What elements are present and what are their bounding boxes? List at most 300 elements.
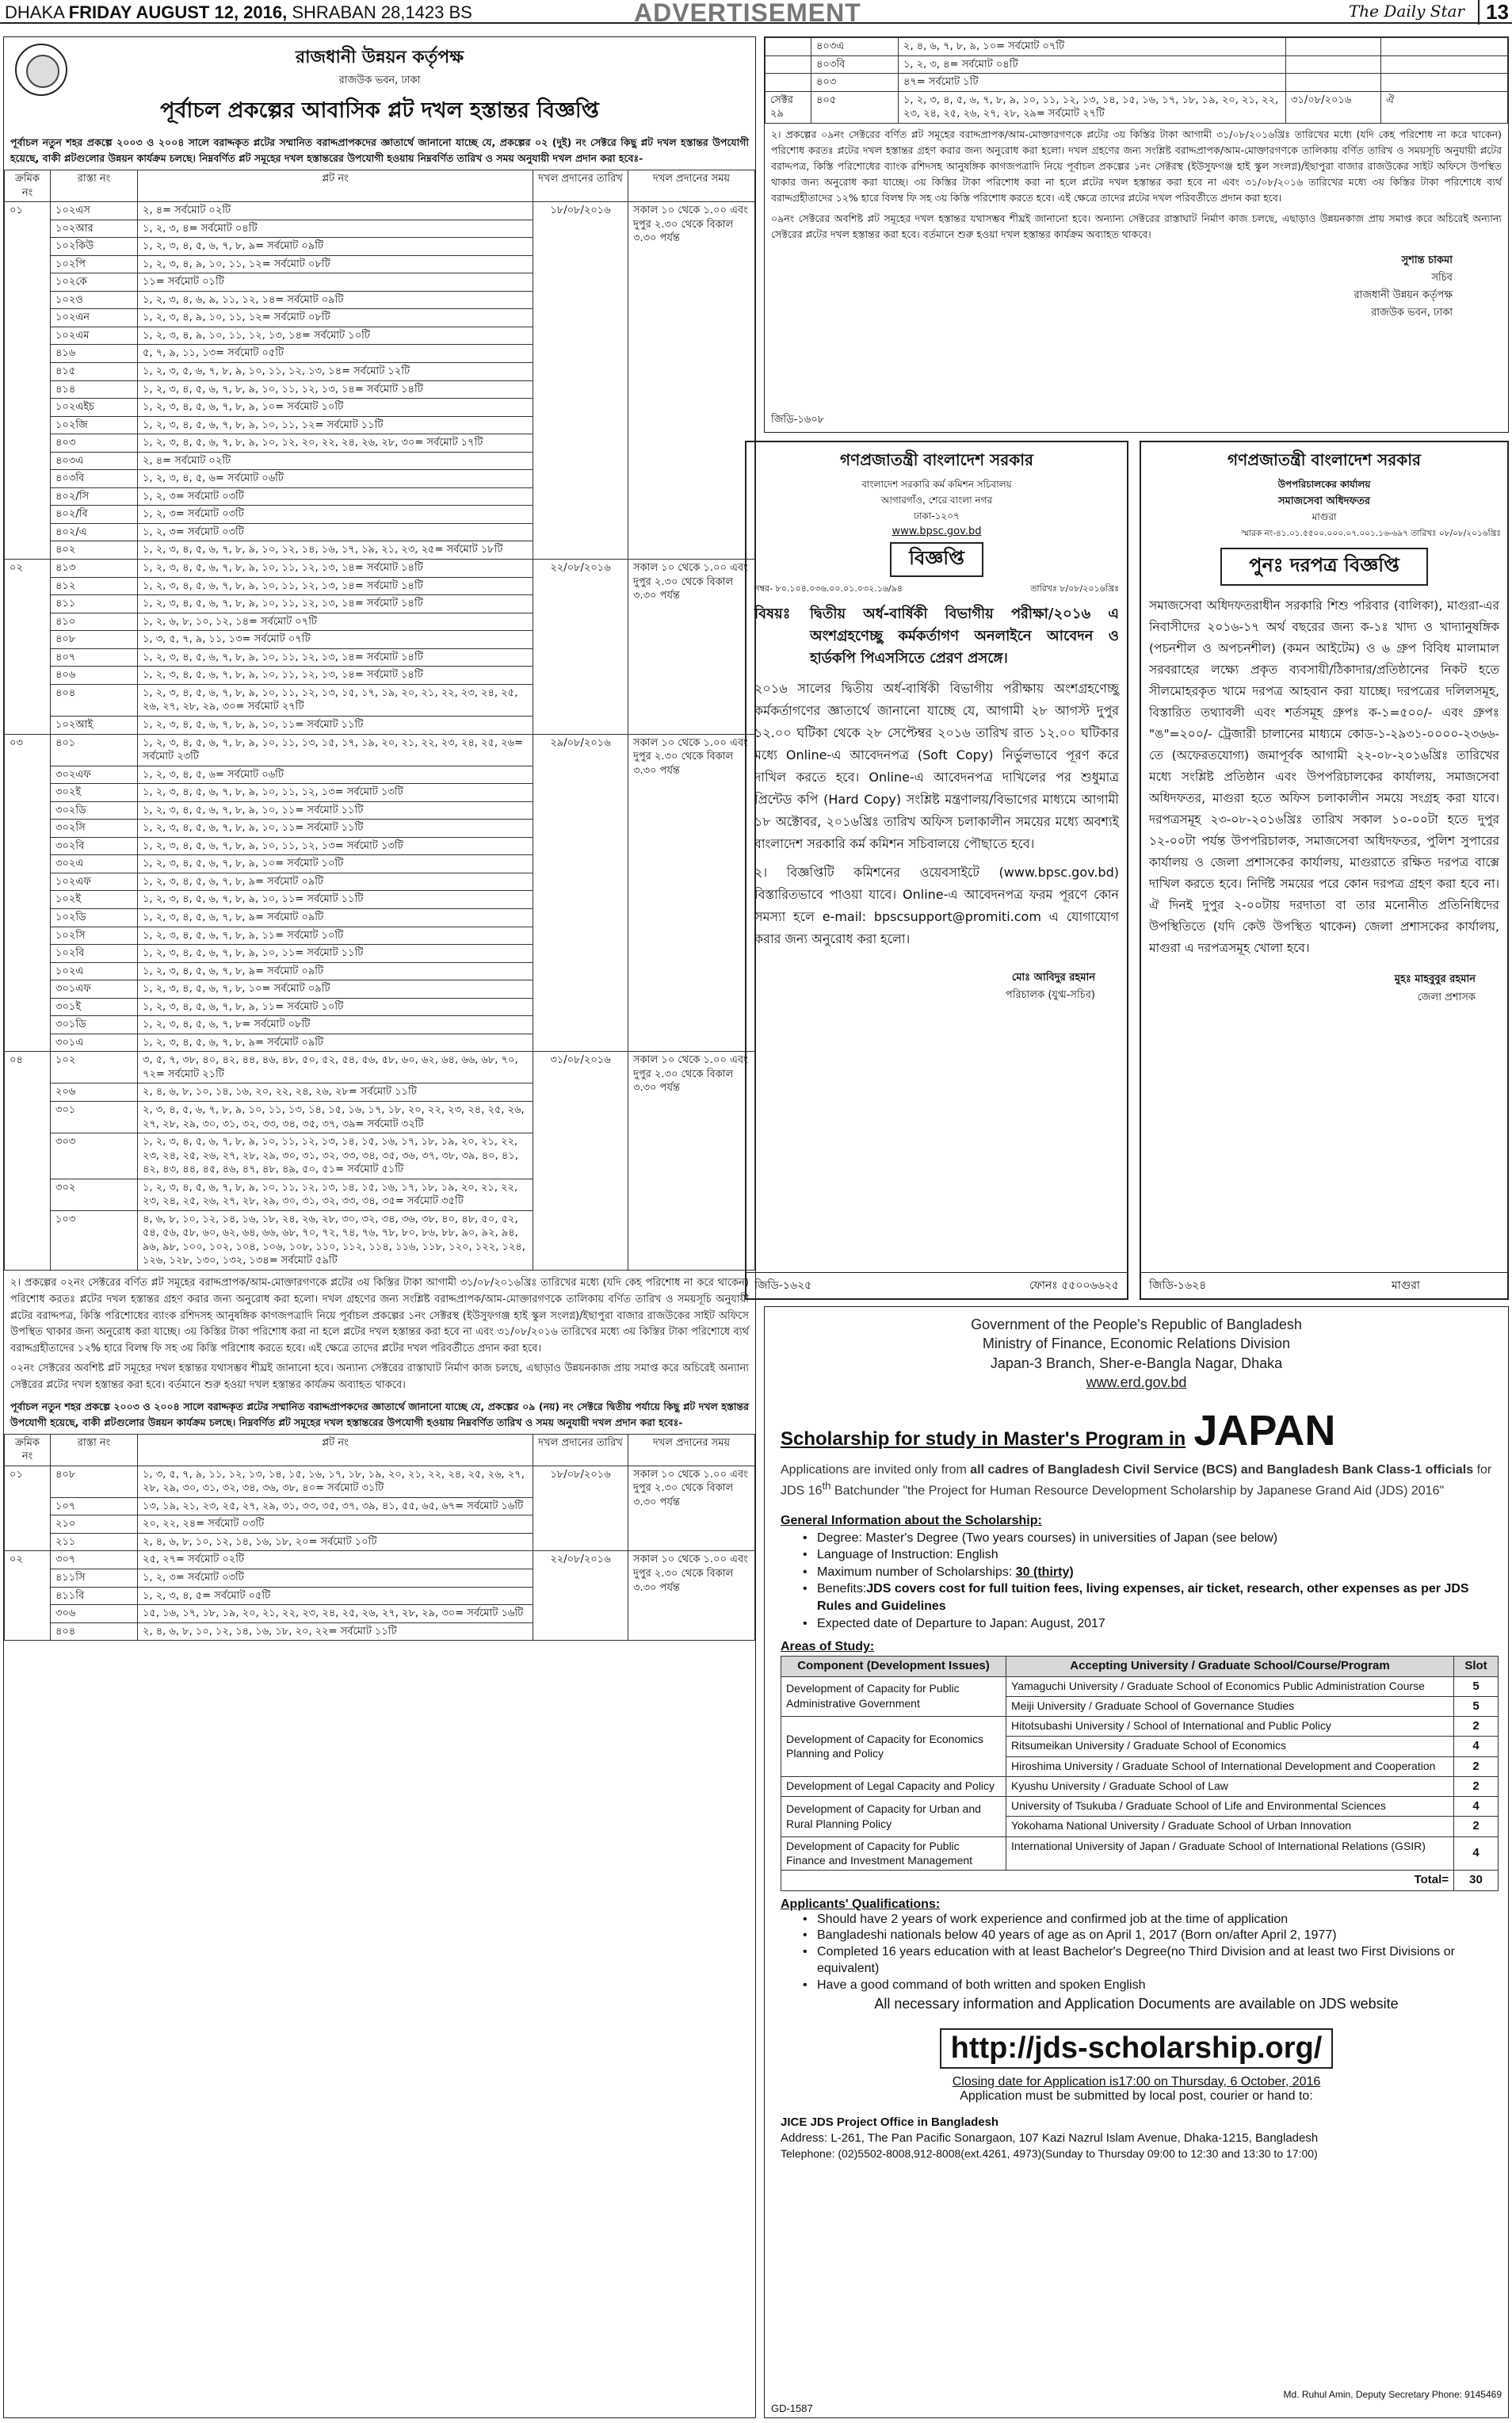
- newspaper-brand: The Daily Star: [1348, 2, 1464, 21]
- plots-cell: ১, ২, ৩, ৪, ৫, ৬, ৭, ৮, ৯, ১০, ১১, ১২, ১৩, ১৫, ১৭, ১৯, ২০, ২১, ২২, ২৩, ২৪, ২৫, ২৬, ২৭, ২৮, ২৯, ৩০= সর্বমোট ২৭টি: [138, 684, 533, 716]
- table-row: [781, 1836, 1499, 1871]
- date-cell: ২৯/০৮/২০১৬: [533, 734, 628, 1052]
- bpsc-phone: ফোনঃ ৫৫০০৬৬২৫: [1029, 1279, 1119, 1292]
- slot-cell: 5: [1454, 1696, 1499, 1716]
- road-cell: ৪০২/সি: [51, 487, 138, 506]
- jds-areas-table: [781, 1656, 1499, 1890]
- plots-cell: ২৫, ২৭= সর্বমোট ০২টি: [138, 1551, 533, 1569]
- road-cell: ১০২কিউ: [51, 238, 138, 256]
- road-cell: ৩০৩: [51, 1133, 138, 1179]
- jds-office-name: JICE JDS Project Office in Bangladesh: [781, 2115, 999, 2129]
- plots-cell: ৪৭= সর্বমোট ১টি: [899, 74, 1286, 92]
- road-cell: ৪০২/এ: [51, 523, 138, 541]
- road-cell: ৪১০: [51, 613, 138, 631]
- date-cell: ২২/০৮/২০১৬: [533, 560, 628, 734]
- list-item: • Expected date of Departure to Japan: August, 2017: [800, 1615, 1492, 1633]
- jds-submit-note: Application must be submitted by local post, courier or hand to:: [960, 2089, 1313, 2103]
- list-item: • Completed 16 years education with at least Bachelor's Degree(no Third Division and at least two First Divisions or equivalent): [800, 1944, 1484, 1978]
- plots-cell: ১, ২, ৩, ৪, ৫, ৬, ৭, ৮, ৯, ১০, ১১= সর্বমোট ১১টি: [138, 801, 533, 820]
- rajuk-signer-org: রাজধানী উন্নয়ন কর্তৃপক্ষ: [1354, 289, 1453, 301]
- road-cell: ৪০৪: [51, 1622, 138, 1641]
- plots-cell: ২, ৪, ৬, ৭, ৮, ৯, ১০= সর্বমোট ০৭টি: [899, 38, 1286, 56]
- road-cell: ৪০৩এ: [51, 452, 138, 470]
- jds-signer: Md. Ruhul Amin, Deputy Secretary Phone: 9145469: [1283, 2389, 1502, 2400]
- col-date: দখল প্রদানের তারিখ: [533, 170, 628, 202]
- road-cell: ১০২জি: [51, 416, 138, 434]
- jds-advertisement: [764, 1306, 1509, 2418]
- erd-line-2: Ministry of Finance, Economic Relations Division: [982, 1336, 1291, 1352]
- slot-cell: 2: [1454, 1817, 1499, 1836]
- magura-office: উপপরিচালকের কার্যালয়: [1277, 479, 1371, 490]
- col-plot: প্লট নং: [138, 170, 533, 202]
- time-cell: [1381, 38, 1508, 56]
- date-cell: ৩১/০৮/২০১৬: [1286, 91, 1381, 123]
- plots-cell: ১, ২, ৩, ৪, ৫, ৬, ৭, ৮, ৯, ১০, ১১= সর্বমোট ১১টি: [138, 820, 533, 838]
- col-plot-2: প্লট নং: [138, 1434, 533, 1466]
- road-cell: ৩০১ই: [51, 998, 138, 1016]
- plots-cell: ১৫, ১৬, ১৭, ১৮, ১৯, ২০, ২১, ২২, ২৩, ২৪, ২৫, ২৬, ২৭, ২৮, ২৯, ৩০= সর্বমোট ১৬টি: [138, 1605, 533, 1623]
- plots-cell: ১, ২, ৩, ৪, ৫= সর্বমোট ০৫টি: [138, 1587, 533, 1605]
- plots-cell: ১, ২, ৩, ৪, ৫, ৬, ৭, ৮, ৯, ১০, ১১, ১২, ১৩= সর্বমোট ১৩টি: [138, 837, 533, 855]
- jds-qual-heading: Applicants' Qualifications:: [781, 1897, 941, 1911]
- plots-cell: ১, ২, ৩, ৪, ৫, ৬, ৭, ৮, ৯, ১০, ১১, ১২, ১৩, ১৪= সর্বমোট ১৪টি: [138, 560, 533, 578]
- section-label: ADVERTISEMENT: [634, 0, 861, 27]
- rajuk-cont-note: ২। প্রকল্পের ০৯নং সেক্টরের বর্ণিত প্লট সমূহের বরাদ্দপ্রাপক/আম-মোক্তারগণকে প্লটের ৩য় কিস্তির টাকা আগামী ৩১/০৮/২০১৬খ্রিঃ তারিখের মধ্যে (যদি কেহ পরিশোধ না করে থাকেন) পরিশোধ করতঃ প্লটের দখল হস্তান্তর গ্রহণ করার জন্য অনুরোধ করা হলো। দখল গ্রহণের জন্য সংশ্লিষ্ট বরাদ্দপ্রাপক/আম-মোক্তারগণকে তালিকায় বর্ণিত তারিখ ও সময়সূচি অনুযায়ী প্লটের বরাদ্দপত্র, কিস্তি পরিশোধের ব্যাংক রশিদসহ আনুষঙ্গিক কাগজপত্রাদি নিয়ে পূর্বাচল প্রকল্পের ১নং সেক্টরস্থ (ইউসুফগঞ্জ হাই স্কুল সংলগ্ন)/ইছাপুরা বাজার রাজউকের সাইট অফিসে উপস্থিত থাকার জন্য অনুরোধ করা যাচ্ছে। ৩য় কিস্তির টাকা পরিশোধ করা না হলে প্লটের দখল হস্তান্তর করা হবে না এবং ৩১/০৮/২০১৬ তারিখের মধ্যে ৩য় কিস্তির টাকা পরিশোধে ব্যর্থ বরাদ্দগ্রহীতাদের ১২% হারে বিলম্ব ফি সহ ৩য় কিস্তি পরিশোধ করতে হবে। এই ক্ষেত্রে তাদের প্লটের দখল পরিবর্তীতে প্রদান করা হবে।: [771, 128, 1502, 204]
- table-row: [766, 55, 1508, 74]
- plots-cell: ২০, ২২, ২৪= সর্বমোট ০৩টি: [138, 1515, 533, 1534]
- plots-cell: ১, ২, ৩= সর্বমোট ০৩টি: [138, 506, 533, 524]
- plots-cell: ১, ২, ৩, ৪, ৫, ৬, ৭, ৮, ৯, ১০, ১১, ১২, ১৩, ১৪, ১৫, ১৬, ১৭, ১৮, ১৯, ২০, ২১, ২২, ২৩, ২৪, ২৫, ২৬, ২৭, ২৮, ২৯, ৩০, ৩১, ৩২, ৩৩, ৩৪, ৩৫= সর্বমোট ৩৫টি: [138, 1179, 533, 1210]
- university-cell: Hiroshima University / Graduate School of International Development and Cooperation: [1006, 1756, 1454, 1776]
- slot-cell: 2: [1454, 1756, 1499, 1776]
- road-cell: ৪১৪: [51, 380, 138, 399]
- university-cell: Yamaguchi University / Graduate School of Economics Public Administration Course: [1006, 1676, 1454, 1696]
- plots-cell: ১, ২, ৩, ৪, ৫, ৬, ৭, ৮, ৯, ১০, ১১, ১২, ১৩, ১৪= সর্বমোট ১৪টি: [138, 577, 533, 595]
- plots-cell: ১, ২, ৩, ৪, ৫, ৬, ৭, ৮, ৯, ১১= সর্বমোট ১০টি: [138, 927, 533, 945]
- magura-memo: স্মারক নং-৪১.০১.৫৫০০.০০০.০৭.০০১.১৬-৬৯৭ তারিখঃ ০৮/০৮/২০১৬খ্রিঃ: [1241, 529, 1501, 538]
- road-cell: ৪০১: [51, 734, 138, 766]
- road-cell: ৪০৮: [51, 1466, 138, 1497]
- road-cell: ৪০৮: [51, 631, 138, 649]
- bpsc-advertisement: [745, 441, 1128, 1300]
- serial-cell: ০১: [5, 202, 51, 560]
- plots-cell: ২, ৪= সর্বমোট ০২টি: [138, 452, 533, 470]
- plots-cell: ৪, ৬, ৮, ১০, ১২, ১৪, ১৬, ১৮, ২৪, ২৬, ২৮, ৩০, ৩২, ৩৪, ৩৬, ৩৮, ৪০, ৪৮, ৫০, ৫২, ৫৪, ৫৬, ৫৮, ৬০, ৬২, ৬৪, ৬৬, ৬৮, ৭০, ৭২, ৭৪, ৭৬, ৭৮, ৮০, ৮৬, ৮৮, ৯০, ৯২, ৯৪, ৯৬, ৯৮, ১০০, ১০২, ১০৪, ১০৬, ১০৮, ১১০, ১১২, ১১৪, ১১৬, ১১৮, ১২০, ১২২, ১২৪, ১২৬, ১২৮, ১৩০, ১৩২, ১৩৪= সর্বমোট ৫৯টি: [138, 1210, 533, 1270]
- component-cell: Development of Capacity for Economics Planning and Policy: [781, 1717, 1006, 1777]
- magura-city: মাগুরা: [1312, 511, 1337, 522]
- plots-cell: ১, ২, ৩, ৪, ৬, ৯, ১১, ১২, ১৪= সর্বমোট ০৯টি: [138, 291, 533, 309]
- plots-cell: ১, ২, ৩, ৪, ৫, ৬, ৭, ৮, ৯, ১০, ১১, ১২, ১৩, ১৪= সর্বমোট ১৪টি: [138, 595, 533, 613]
- list-item: • Maximum number of Scholarships: 30 (thirty): [800, 1564, 1492, 1581]
- rajuk-plot-table: [4, 170, 755, 1271]
- road-cell: ৩০২সি: [51, 820, 138, 838]
- plots-cell: ১, ২, ৩, ৪, ৫, ৬, ৭, ৮, ৯, ১০, ১১= সর্বমোট ১১টি: [138, 716, 533, 734]
- road-cell: ৪১৬: [51, 345, 138, 363]
- road-cell: ৪১৫: [51, 363, 138, 381]
- plots-cell: ১, ২, ৩= সর্বমোট ০৩টি: [138, 1569, 533, 1587]
- magura-gov: গণপ্রজাতন্ত্রী বাংলাদেশ সরকার: [1228, 450, 1421, 469]
- slot-cell: 4: [1454, 1797, 1499, 1817]
- plots-cell: ১, ২, ৩, ৪, ৫, ৬, ৭, ৮, ৯= সর্বমোট ০৯টি: [138, 962, 533, 980]
- slot-cell: 2: [1454, 1776, 1499, 1796]
- table-row: [766, 91, 1508, 123]
- plots-cell: ১, ২, ৩, ৪= সর্বমোট ০৪টি: [138, 220, 533, 238]
- time-cell: ঐ: [1381, 91, 1508, 123]
- road-cell: ১০৭: [51, 1497, 138, 1515]
- road-cell: ৪১১বি: [51, 1587, 138, 1605]
- plots-cell: ১, ২, ৩, ৪, ৫, ৬, ৭, ৮, ৯, ১০, ১১= সর্বমোট ১১টি: [138, 945, 533, 963]
- road-cell: ৩০২এ: [51, 855, 138, 873]
- road-cell: ৩০৭: [51, 1551, 138, 1569]
- plots-cell: ৫, ৭, ৯, ১১, ১৩= সর্বমোট ০৫টি: [138, 345, 533, 363]
- road-cell: ১০২ই: [51, 891, 138, 909]
- rajuk-note-2: ২। প্রকল্পের ০২নং সেক্টরের বর্ণিত প্লট সমূহের বরাদ্দপ্রাপক/আম-মোক্তারগণকে প্লটের ৩য় কিস্তির টাকা আগামী ৩১/০৮/২০১৬খ্রিঃ তারিখের মধ্যে (যদি কেহ পরিশোধ না করে থাকেন) পরিশোধ করতঃ প্লটের দখল হস্তান্তর গ্রহণ করার জন্য অনুরোধ করা হলো। দখল গ্রহণের জন্য সংশ্লিষ্ট বরাদ্দপ্রাপক/আম-মোক্তারগণকে তালিকায় বর্ণিত তারিখ ও সময়সূচি অনুযায়ী প্লটের বরাদ্দপত্র, কিস্তি পরিশোধের ব্যাংক রশিদসহ আনুষঙ্গিক কাগজপত্রাদি নিয়ে পূর্বাচল প্রকল্পের ১নং সেক্টরস্থ (ইউসুফগঞ্জ হাই স্কুল সংলগ্ন)/ইছাপুরা বাজার রাজউকের সাইট অফিসে উপস্থিত থাকার জন্য অনুরোধ করা যাচ্ছে। ৩য় কিস্তির টাকা পরিশোধ করা না হলে প্লটের দখল হস্তান্তর করা হবে না এবং ৩১/০৮/২০১৬ তারিখের মধ্যে ৩য় কিস্তির টাকা পরিশোধে ব্যর্থ বরাদ্দগ্রহীতাদের ১২% হারে বিলম্ব ফি সহ ৩য় কিস্তি পরিশোধ করতে হবে। এই ক্ষেত্রে তাদের প্লটের দখল পরিবর্তীতে প্রদান করা হবে।: [10, 1277, 749, 1355]
- plots-cell: ১, ২, ৩, ৪, ৫, ৬= সর্বমোট ০৬টি: [138, 470, 533, 488]
- dateline: DHAKA FRIDAY AUGUST 12, 2016, SHRABAN 28,1423 BS: [5, 2, 472, 22]
- jds-code: GD-1587: [771, 2402, 813, 2414]
- col-time: দখল প্রদানের সময়: [628, 170, 755, 202]
- list-item: • Benefits:JDS covers cost for full tuition fees, living expenses, air ticket, research, other expenses as per JDS Rules and Guidelines: [800, 1580, 1492, 1615]
- plots-cell: ১, ২, ৩, ৪, ৫, ৬, ৭, ৮, ৯, ১০, ১১, ১২, ১৩, ১৪, ১৫, ১৬, ১৭, ১৮, ১৯, ২০, ২১, ২২, ২৩, ২৪, ২৫, ২৬, ২৭, ২৮, ২৯, ৩০, ৩১, ৩২, ৩৩, ৩৪, ৩৫, ৩৬, ৩৭, ৩৮, ৩৯, ৪০, ৪১, ৪২, ৪৩, ৪৪, ৪৫, ৪৬, ৪৭, ৪৮, ৪৯, ৫০, ৫১= সর্বমোট ৫১টি: [138, 1133, 533, 1179]
- plots-cell: ১, ২, ৩, ৪, ৫, ৬, ৭, ৮, ৯, ১০= সর্বমোট ১০টি: [138, 399, 533, 417]
- rajuk-plot-table-2: [4, 1434, 755, 1641]
- plots-cell: ১, ২, ৩, ৪, ৫, ৬, ৭, ৮, ৯, ১০, ১১, ১২, ১৩, ১৪= সর্বমোট ১৪টি: [138, 380, 533, 399]
- magura-title: পুনঃ দরপত্র বিজ্ঞপ্তি: [1220, 548, 1428, 586]
- table-row: [5, 734, 755, 766]
- date-cell: [1286, 55, 1381, 74]
- col-slot: Slot: [1454, 1657, 1499, 1676]
- jds-intro: Applications are invited only from all cadres of Bangladesh Civil Service (BCS) and Bangladesh Bank Class-1 officials for JDS 16th Batchunder "the Project for Human Resource Development Scholarship by Japanese Grand Aid (JDS) 2016": [781, 1463, 1492, 1498]
- bpsc-date: তারিখঃ ৮/০৮/২০১৬খ্রিঃ: [1030, 583, 1119, 594]
- rajuk-org: রাজধানী উন্নয়ন কর্তৃপক্ষ: [295, 48, 464, 67]
- rajuk-seal-icon: [15, 44, 67, 96]
- road-cell: ৩০১এফ: [51, 980, 138, 999]
- road-cell: ৩০২এফ: [51, 766, 138, 784]
- jds-areas-heading: Areas of Study:: [781, 1640, 875, 1654]
- road-cell: ২১১: [51, 1533, 138, 1551]
- university-cell: University of Tsukuba / Graduate School of Life and Environmental Sciences: [1006, 1797, 1454, 1817]
- magura-signer-title: জেলা প্রশাসক: [1417, 991, 1476, 1003]
- rajuk-signer-addr: রাজউক ভবন, ঢাকা: [1371, 307, 1453, 319]
- rajuk-cont-note-2: ০৯নং সেক্টরের অবশিষ্ট প্লট সমূহের দখল হস্তান্তর যথাসম্ভব শীঘ্রই জানানো হবে। অন্যান্য সেক্টরের রাস্তাঘাট নির্মাণ কাজ চলছে, এছাড়াও উন্নয়নকাজ প্রায় সমাপ্ত করে অচিরেই অন্যান্য সেক্টরের প্লটের দখল হস্তান্তর করা হবে। বর্তমানে শুরু হওয়া দখল হস্তান্তর কার্যক্রম অব্যাহত থাকবে।: [771, 212, 1502, 240]
- jds-qual-list: [765, 1912, 1508, 1994]
- date-cell: [1286, 38, 1381, 56]
- university-cell: Kyushu University / Graduate School of Law: [1006, 1776, 1454, 1796]
- plots-cell: ১, ২, ৩, ৪, ৫, ৬, ৭, ৮, ৯, ১০, ১২, ১৪, ১৬, ১৭, ১৯, ২১, ২৩, ২৫= সর্বমোট ১৮টি: [138, 541, 533, 560]
- jds-general-list: [765, 1530, 1508, 1633]
- list-item: • Should have 2 years of work experience and confirmed job at the time of application: [800, 1912, 1484, 1928]
- road-cell: ১০২ও: [51, 291, 138, 309]
- road-cell: ১০২এন: [51, 309, 138, 327]
- serial-cell: [766, 74, 811, 92]
- bpsc-body-2: ২। বিজ্ঞপ্তিটি কমিশনের ওয়েবসাইটে (www.bpsc.gov.bd) বিস্তারিতভাবে পাওয়া যাবে। Online-এ আবেদনপত্র ফরম পূরণে কোন সমস্যা হলে e-mail: bpscsupport@promiti.com এ যোগাযোগ করার জন্য অনুরোধ করা হলো।: [754, 864, 1119, 946]
- road-cell: ৪১২: [51, 577, 138, 595]
- time-cell: [1381, 55, 1508, 74]
- slot-cell: 4: [1454, 1737, 1499, 1756]
- plots-cell: ১, ২, ৩, ৪, ৫, ৬, ৭, ৮, ৯, ১০= সর্বমোট ১০টি: [138, 855, 533, 873]
- road-cell: ৪০৩এ: [811, 38, 899, 56]
- component-cell: Development of Capacity for Public Administrative Government: [781, 1676, 1006, 1717]
- road-cell: ১০২ডি: [51, 908, 138, 927]
- road-cell: ১০২আই: [51, 716, 138, 734]
- plots-cell: ১১= সর্বমোট ০১টি: [138, 273, 533, 292]
- road-cell: ১০২এস: [51, 202, 138, 220]
- list-item: • Bangladeshi nationals below 40 years of age as on April 1, 2017 (Born on/after April 2, 1977): [800, 1928, 1484, 1944]
- plots-cell: ১, ২, ৩, ৪, ৫, ৬, ৭, ৮, ৯, ১০, ১১, ১৩, ১৫, ১৭, ১৯, ২০, ২১, ২২, ২৩, ২৪, ২৫, ২৬= সর্বমোট ২৩টি: [138, 734, 533, 766]
- magura-dept: সমাজসেবা অধিদফতর: [1277, 495, 1371, 507]
- rajuk-title: পূর্বাচল প্রকল্পের আবাসিক প্লট দখল হস্তান্তর বিজ্ঞপ্তি: [160, 98, 599, 123]
- jds-title-big: JAPAN: [1193, 1407, 1336, 1455]
- table-row: [5, 560, 755, 578]
- road-cell: ১০২: [51, 1052, 138, 1083]
- col-time-2: দখল প্রদানের সময়: [628, 1434, 755, 1466]
- time-cell: সকাল ১০ থেকে ১.০০ এবং দুপুর ২.৩০ থেকে বিকাল ৩.৩০ পর্যন্ত: [628, 1466, 755, 1551]
- plots-cell: ১, ২, ৩, ৪= সর্বমোট ০৪টি: [899, 55, 1286, 74]
- jds-general-heading: General Information about the Scholarship:: [781, 1513, 1042, 1527]
- date-cell: [1286, 74, 1381, 92]
- plots-cell: ১, ২, ৩, ৪, ৫, ৬, ৭, ৮, ৯= সর্বমোট ০৯টি: [138, 238, 533, 256]
- plots-cell: ১, ২, ৩, ৪, ৫, ৬, ৭, ৮, ৯, ১০, ১১, ১২, ১৩, ১৪, ১৫, ১৬, ১৭, ১৮, ১৯, ২০, ২১, ২২, ২৩, ২৪, ২৫, ২৬, ২৭, ২৮, ২৯= সর্বমোট ২৭টি: [899, 91, 1286, 123]
- bpsc-gov: গণপ্রজাতন্ত্রী বাংলাদেশ সরকার: [840, 450, 1033, 469]
- rajuk-intro: পূর্বাচল নতুন শহর প্রকল্পে ২০০৩ ও ২০০৪ সালে বরাদ্দকৃত প্লটের সম্মানিত বরাদ্দপ্রাপকদের জ্ঞাতার্থে জানানো যাচ্ছে যে, প্রকল্পের ০২ (দুই) নং সেক্টরে কিছু প্লট দখল হস্তান্তর উপযোগী হয়েছে, বাকী প্লটগুলোর উন্নয়ন কার্যক্রম চলছে। নিম্নবর্ণিত প্লট সমূহের দখল হস্তান্তরের উপযোগী হওয়ায় নিম্নবর্ণিত তারিখ ও সময় অনুযায়ী দখল প্রদান করা হবেঃ-: [10, 136, 749, 164]
- table-row: [781, 1776, 1499, 1796]
- magura-signer-city: মাগুরা: [1391, 1279, 1420, 1292]
- jds-address: Address: L-261, The Pan Pacific Sonargaon, 107 Kazi Nazrul Islam Avenue, Dhaka-1215, Bangladesh: [781, 2131, 1319, 2145]
- time-cell: সকাল ১০ থেকে ১.০০ এবং দুপুর ২.৩০ থেকে বিকাল ৩.৩০ পর্যন্ত: [628, 1052, 755, 1271]
- jds-url-link[interactable]: http://jds-scholarship.org/: [940, 2028, 1334, 2069]
- plots-cell: ১, ২, ৬, ৮, ১০, ১২, ১৪= সর্বমোট ০৭টি: [138, 613, 533, 631]
- time-cell: সকাল ১০ থেকে ১.০০ এবং দুপুর ২.৩০ থেকে বিকাল ৩.৩০ পর্যন্ত: [628, 1551, 755, 1641]
- slot-cell: 2: [1454, 1717, 1499, 1737]
- bpsc-signer-title: পরিচালক (যুগ্ম-সচিব): [1005, 988, 1095, 1001]
- road-cell: ৪০৫: [811, 91, 899, 123]
- col-serial: ক্রমিক নং: [5, 170, 51, 202]
- rajuk-intro-2: পূর্বাচল নতুন শহর প্রকল্পে ২০০৩ ও ২০০৪ সালে বরাদ্দকৃত প্লটের সম্মানিত বরাদ্দপ্রাপকদের জ্ঞাতার্থে জানানো যাচ্ছে যে, প্রকল্পের ০৯ (নয়) নং সেক্টরে দ্বিতীয় পর্যায়ে কিছু প্লট দখল হস্তান্তর উপযোগী হয়েছে, বাকী প্লটগুলোর উন্নয়ন কার্যক্রম চলছে। নিম্নবর্ণিত প্লট সমূহের দখল হস্তান্তরের উপযোগী হওয়ায় নিম্নবর্ণিত তারিখ ও সময় অনুযায়ী দখল প্রদান করা হবেঃ-: [10, 1400, 749, 1428]
- road-cell: ১০২বি: [51, 945, 138, 963]
- slot-cell: 4: [1454, 1836, 1499, 1871]
- date-cell: ২২/০৮/২০১৬: [533, 1551, 628, 1641]
- plots-cell: ১, ২, ৩= সর্বমোট ০৩টি: [138, 523, 533, 541]
- bpsc-org: বাংলাদেশ সরকারি কর্ম কমিশন সচিবালয়: [861, 479, 1012, 490]
- time-cell: সকাল ১০ থেকে ১.০০ এবং দুপুর ২.৩০ থেকে বিকাল ৩.৩০ পর্যন্ত: [628, 560, 755, 734]
- bpsc-signer: মোঃ আবিদুর রহমান: [1011, 971, 1095, 984]
- table-row: [781, 1717, 1499, 1737]
- col-road: রাস্তা নং: [51, 170, 138, 202]
- road-cell: ৩০২: [51, 1179, 138, 1210]
- road-cell: ১০২এম: [51, 327, 138, 345]
- rajuk-note-3: ০২নং সেক্টরের অবশিষ্ট প্লট সমূহের দখল হস্তান্তর যথাসম্ভব শীঘ্রই জানানো হবে। অন্যান্য সেক্টরের রাস্তাঘাট নির্মাণ কাজ চলছে, এছাড়াও উন্নয়নকাজ প্রায় সমাপ্ত করে অচিরেই অন্যান্য সেক্টরের প্লটের দখল হস্তান্তর করা হবে। বর্তমানে শুরু হওয়া দখল হস্তান্তর কার্যক্রম অব্যাহত থাকবে।: [10, 1362, 749, 1391]
- plots-cell: ১, ২, ৩, ৪, ৯, ১০, ১১, ১২, ১৩, ১৪= সর্বমোট ১০টি: [138, 327, 533, 345]
- rajuk-code: জিডি-১৬০৮: [771, 414, 825, 426]
- component-cell: Development of Capacity for Urban and Rural Planning Policy: [781, 1797, 1006, 1837]
- table-row: [781, 1676, 1499, 1696]
- plots-cell: ২, ৪, ৬, ৮, ১০, ১৪, ১৬, ২০, ২২, ২৪, ২৬, ২৮= সর্বমোট ১১টি: [138, 1083, 533, 1102]
- time-cell: [1381, 74, 1508, 92]
- bpsc-body-1: ২০১৬ সালের দ্বিতীয় অর্ধ-বার্ষিকী বিভাগীয় পরীক্ষায় অংশগ্রহণেচ্ছু কর্মকর্তাগণের জ্ঞাতার্থে জানানো যাচ্ছে যে, আগামী ২৮ আগস্ট দুপুর ১২.০০ ঘটিকা থেকে ২৮ সেপ্টেম্বর ২০১৬ তারিখ রাত ১২.০০ ঘটিকার মধ্যে Online-এ আবেদনপত্র (Soft Copy) নির্ভুলভাবে পূরণ করে দাখিল করতে হবে। Online-এ আবেদনপত্র দাখিলের পর শুধুমাত্র প্রিন্টেড কপি (Hard Copy) সংশ্লিষ্ট মন্ত্রণালয়/বিভাগের মাধ্যমে আগামী ১৮ অক্টোবর, ২০১৬খ্রিঃ তারিখ অফিস চলাকালীন সময়ের মধ্যে অবশ্যই বাংলাদেশ সরকারি কর্ম কমিশন সচিবালয়ে পৌছাতে হবে।: [754, 680, 1119, 851]
- table-row: [766, 74, 1508, 92]
- list-item: • Have a good command of both written and spoken English: [800, 1978, 1484, 1994]
- road-cell: ১০২এফ: [51, 873, 138, 891]
- date-cell: ১৮/০৮/২০১৬: [533, 202, 628, 560]
- plots-cell: ২, ৩, ৪, ৫, ৬, ৭, ৮, ৯, ১০, ১১, ১৩, ১৪, ১৫, ১৬, ১৭, ১৮, ২০, ২২, ২৩, ২৪, ২৫, ২৬, ২৭, ২৮, ২৯, ৩০, ৩১, ৩২, ৩৩, ৩৪, ৩৫, ৩৭, ৩৯= সর্বমোট ৩২টি: [138, 1101, 533, 1133]
- serial-cell: [766, 38, 811, 56]
- plots-cell: ১, ২, ৩, ৪, ৫, ৬, ৭, ৮, ৯= সর্বমোট ০৯টি: [138, 908, 533, 927]
- plots-cell: ১, ২, ৩, ৪, ৫, ৬= সর্বমোট ০৬টি: [138, 766, 533, 784]
- road-cell: ১০২সি: [51, 927, 138, 945]
- plots-cell: ১৩, ১৯, ২১, ২৩, ২৫, ২৭, ২৯, ৩১, ৩৩, ৩৫, ৩৭, ৩৯, ৪১, ৫৫, ৬৫, ৬৭= সর্বমোট ১৬টি: [138, 1497, 533, 1515]
- university-cell: Ritsumeikan University / Graduate School of Economics: [1006, 1737, 1454, 1756]
- road-cell: ৩০৬: [51, 1605, 138, 1623]
- plots-cell: ১, ২, ৩, ৪, ৫, ৬, ৭, ৮, ৯, ১০, ১১, ১২, ১৩, ১৪= সর্বমোট ১৪টি: [138, 667, 533, 685]
- bpsc-addr-2: ঢাকা-১২০৭: [914, 510, 960, 522]
- bpsc-subject-label: বিষয়ঃ: [754, 606, 791, 622]
- jds-telephone: Telephone: (02)5502-8008,912-8008(ext.4261, 4973)(Sunday to Thursday 09:00 to 12:30 and 13:30 to 17:00): [781, 2147, 1318, 2161]
- road-cell: ৩০২ডি: [51, 801, 138, 820]
- road-cell: ৪০৬: [51, 667, 138, 685]
- road-cell: ১০২কে: [51, 273, 138, 292]
- bpsc-website-link[interactable]: www.bpsc.gov.bd: [892, 525, 982, 537]
- road-cell: ৪১১সি: [51, 1569, 138, 1587]
- erd-website-link[interactable]: www.erd.gov.bd: [1086, 1374, 1187, 1390]
- magura-signer: মুহঃ মাহবুবুর রহমান: [1394, 973, 1476, 986]
- road-cell: ৩০১এ: [51, 1034, 138, 1052]
- rajuk-signer-title: সচিব: [1431, 271, 1453, 284]
- bpsc-title: বিজ্ঞপ্তি: [890, 542, 983, 577]
- road-cell: ৪১১: [51, 595, 138, 613]
- jds-closing-date: Closing date for Application is17:00 on Thursday, 6 October, 2016: [952, 2074, 1321, 2089]
- plots-cell: ১, ২, ৩, ৪, ৯, ১০, ১১, ১২= সর্বমোট ০৮টি: [138, 309, 533, 327]
- total-value: 30: [1454, 1871, 1499, 1890]
- total-row: [781, 1871, 1499, 1890]
- time-cell: সকাল ১০ থেকে ১.০০ এবং দুপুর ২.৩০ থেকে বিকাল ৩.৩০ পর্যন্ত: [628, 202, 755, 560]
- road-cell: ২০৬: [51, 1083, 138, 1102]
- table-row: [5, 1551, 755, 1569]
- plots-cell: ১, ২, ৩, ৪, ৫, ৬, ৭, ৮= সর্বমোট ০৮টি: [138, 1016, 533, 1034]
- table-row: [781, 1797, 1499, 1817]
- plots-cell: ১, ২, ৩, ৪, ৯, ১০, ১১, ১২= সর্বমোট ০৮টি: [138, 255, 533, 273]
- table-row: [5, 1052, 755, 1083]
- road-cell: ১০২আর: [51, 220, 138, 238]
- list-item: • Language of Instruction: English: [800, 1546, 1492, 1564]
- road-cell: ৩০২বি: [51, 837, 138, 855]
- page-header: [0, 0, 1512, 27]
- plots-cell: ১, ৩, ৫, ৭, ৯, ১১, ১২, ১৩, ১৪, ১৫, ১৬, ১৭, ১৮, ১৯, ২০, ২১, ২২, ২৪, ২৫, ২৬, ২৭, ২৮, ২৯, ৩০, ৩১, ৩২, ৩৪, ৩৬, ৩৮, ৪০= সর্বমোট ৩১টি: [138, 1466, 533, 1497]
- component-cell: Development of Legal Capacity and Policy: [781, 1776, 1006, 1796]
- road-cell: ৪০৭: [51, 648, 138, 667]
- serial-cell: ০৪: [5, 1052, 51, 1271]
- rajuk-signer: সুশান্ত চাকমা: [1401, 254, 1453, 266]
- serial-cell: ০১: [5, 1466, 51, 1551]
- road-cell: ৪০৩বি: [51, 470, 138, 488]
- road-cell: ২১০: [51, 1515, 138, 1534]
- bpsc-subject: দ্বিতীয় অর্ধ-বার্ষিকী বিভাগীয় পরীক্ষা/২০১৬ এ অংশগ্রহণেচ্ছু কর্মকর্তাগণ অনলাইনে আবেদন ও হার্ডকপি পিএসসিতে প্রেরণ প্রসঙ্গে।: [810, 606, 1119, 667]
- road-cell: ৩০১: [51, 1101, 138, 1133]
- bpsc-code: জিডি-১৬২৫: [754, 1279, 812, 1292]
- rajuk-continuation: [764, 36, 1509, 433]
- plots-cell: ১, ২, ৩, ৪, ৫, ৬, ৭, ৮, ৯, ১০, ১১, ১২, ১৩= সর্বমোট ১৩টি: [138, 784, 533, 802]
- plots-cell: ১, ২, ৩, ৪, ৫, ৬, ৭, ৮, ৯, ১০, ১২, ২০, ২২, ২৪, ২৬, ২৮, ৩০= সর্বমোট ১৭টি: [138, 434, 533, 453]
- list-item: • Degree: Master's Degree (Two years courses) in universities of Japan (see below): [800, 1530, 1492, 1547]
- plots-cell: ১, ২, ৩, ৪, ৫, ৬, ৭, ৮, ৯, ১১= সর্বমোট ১০টি: [138, 998, 533, 1016]
- road-cell: ১০২এইচ: [51, 399, 138, 417]
- university-cell: Hitotsubashi University / School of International and Public Policy: [1006, 1717, 1454, 1737]
- road-cell: ৪০২/বি: [51, 506, 138, 524]
- magura-advertisement: [1140, 441, 1509, 1300]
- rajuk-advertisement: [3, 36, 756, 2418]
- erd-line-3: Japan-3 Branch, Sher-e-Bangla Nagar, Dhaka: [990, 1355, 1283, 1371]
- university-cell: Yokohama National University / Graduate School of Urban Innovation: [1006, 1817, 1454, 1836]
- plots-cell: ২, ৪, ৬, ৮, ১০, ১২, ১৪, ১৬, ১৮, ২০= সর্বমোট ১০টি: [138, 1533, 533, 1551]
- plots-cell: ১, ২, ৩, ৪, ৫, ৬, ৭, ৮, ৯, ১০, ১১= সর্বমোট ১১টি: [138, 891, 533, 909]
- road-cell: ৪০২: [51, 541, 138, 560]
- serial-cell: সেক্টর ২৯: [766, 91, 811, 123]
- table-row: [766, 38, 1508, 56]
- road-cell: ৩০১ডি: [51, 1016, 138, 1034]
- component-cell: Development of Capacity for Public Finance and Investment Management: [781, 1836, 1006, 1871]
- serial-cell: [766, 55, 811, 74]
- road-cell: ১০২এ: [51, 962, 138, 980]
- road-cell: ৪০৩বি: [811, 55, 899, 74]
- road-cell: ১০২পি: [51, 255, 138, 273]
- table-row: [5, 1466, 755, 1497]
- slot-cell: 5: [1454, 1676, 1499, 1696]
- road-cell: ১০৩: [51, 1210, 138, 1270]
- road-cell: ৪০৩: [811, 74, 899, 92]
- plots-cell: ২, ৪= সর্বমোট ০২টি: [138, 202, 533, 220]
- plots-cell: ১, ২, ৩, ৪, ৫, ৬, ৭, ৮, ৯, ১০, ১১, ১২, ১৩, ১৪= সর্বমোট ১৪টি: [138, 648, 533, 667]
- bpsc-addr-1: আগারগাঁও, শেরে বাংলা নগর: [880, 495, 993, 506]
- date-cell: ৩১/০৮/২০১৬: [533, 1052, 628, 1271]
- col-component: Component (Development Issues): [781, 1657, 1006, 1676]
- serial-cell: ০২: [5, 1551, 51, 1641]
- rajuk-cont-table: [765, 37, 1508, 124]
- rajuk-address: রাজউক ভবন, ঢাকা: [338, 75, 421, 86]
- jds-available: All necessary information and Application Documents are available on JDS website: [874, 1995, 1399, 2012]
- bpsc-memo: নম্বর- ৮০.১০৪.০৩৬.০০.০১.০৩২.১৬/৯৪: [754, 583, 903, 594]
- plots-cell: ১, ২, ৩, ৪, ৫, ৬, ৭, ৮, ৯, ১০, ১১, ১২= সর্বমোট ১১টি: [138, 416, 533, 434]
- time-cell: সকাল ১০ থেকে ১.০০ এবং দুপুর ২.৩০ থেকে বিকাল ৩.৩০ পর্যন্ত: [628, 734, 755, 1052]
- total-label: Total=: [781, 1871, 1454, 1890]
- university-cell: Meiji University / Graduate School of Governance Studies: [1006, 1696, 1454, 1716]
- col-serial-2: ক্রমিক নং: [5, 1434, 51, 1466]
- road-cell: ৪০৪: [51, 684, 138, 716]
- plots-cell: ৩, ৫, ৭, ৩৮, ৪০, ৪২, ৪৪, ৪৬, ৪৮, ৫০, ৫২, ৫৪, ৫৬, ৫৮, ৬০, ৬২, ৬৪, ৬৬, ৬৮, ৭০, ৭২= সর্বমোট ২১টি: [138, 1052, 533, 1083]
- magura-body: সমাজসেবা অধিদফতরাধীন সরকারি শিশু পরিবার (বালিকা), মাগুরা-এর নিবাসীদের ২০১৬-১৭ অর্থ বছরের জন্য ক-১ঃ খাদ্য ও খাদ্যানুষঙ্গিক (পচনশীল ও অপচনশীল) (কমন আইটেম) ও ৬ গ্রুপ বিবিধ মালামাল সরবরাহের লক্ষ্যে প্রকৃত ব্যবসায়ী/ঠিকাদার/প্রতিষ্ঠানের নিকট হতে সীলমোহরকৃত খামে দরপত্র আহবান করা যাচ্ছে। দরপত্রের দলিলসমূহ, বিস্তারিত তথ্যাবলী এবং শর্তসমূহ গ্রুপঃ ক-১=৫০০/- এবং গ্রুপঃ "ঙ"=২০০/- ট্রেজারী চালানের মাধ্যমে কোড-১-২৯৩১-০০০০-২৩৬৬-তে (অফেরতযোগ্য) জমাপূর্বক আগামী ২২-০৮-২০১৬খ্রিঃ তারিখের মধ্যে সংশ্লিষ্ট প্রতিষ্ঠান এবং উপপরিচালকের কার্যালয়, সমাজসেবা অধিদফতর, মাগুরা হতে অফিস চলাকালীন সময়ে সংগ্রহ করা যাবে। দরপত্রসমূহ ২৩-০৮-২০১৬খ্রিঃ তারিখ সকাল ১০-০০টা হতে দুপুর ১২-০০টা পর্যন্ত উপপরিচালক, সমাজসেবা অধিদফতর, পুলিশ সুপারের কার্যালয় ও জেলা প্রশাসকের কার্যালয়, মাগুরাতে রক্ষিত দরপত্র বাক্সে দাখিল করতে হবে। নির্দিষ্ট সময়ের পরে কোন দরপত্র গ্রহণ করা হবে না। ঐ দিনই দুপুর ২-০০টায় দরদাতা বা তার মনোনীত প্রতিনিধিদের উপস্থিতিতে (যদি কেউ উপস্থিত থাকেন) জেলা প্রশাসকের কার্যালয়, মাগুরা এ দরপত্রসমূহ খোলা হবে।: [1149, 598, 1499, 955]
- road-cell: ৪১৩: [51, 560, 138, 578]
- road-cell: ৪০৩: [51, 434, 138, 453]
- page-number: 13: [1478, 0, 1509, 25]
- date-cell: ১৮/০৮/২০১৬: [533, 1466, 628, 1551]
- plots-cell: ১, ২, ৩, ৪, ৫, ৬, ৭, ৮, ৯= সর্বমোট ০৯টি: [138, 873, 533, 891]
- col-date-2: দখল প্রদানের তারিখ: [533, 1434, 628, 1466]
- plots-cell: ১, ২, ৩, ৪, ৫, ৬, ৭, ৮, ৯= সর্বমোট ০৯টি: [138, 1034, 533, 1052]
- table-row: [5, 202, 755, 220]
- plots-cell: ১, ২, ৩= সর্বমোট ০৩টি: [138, 487, 533, 506]
- plots-cell: ১, ২, ৩, ৪, ৫, ৬, ৭, ৮, ১০= সর্বমোট ০৯টি: [138, 980, 533, 999]
- plots-cell: ২, ৪, ৬, ৮, ১০, ১২, ১৪, ১৬, ১৮, ২০, ২২= সর্বমোট ১১টি: [138, 1622, 533, 1641]
- col-road-2: রাস্তা নং: [51, 1434, 138, 1466]
- road-cell: ৩০২ই: [51, 784, 138, 802]
- col-university: Accepting University / Graduate School/Course/Program: [1006, 1657, 1454, 1676]
- magura-code: জিডি-১৬২৪: [1149, 1279, 1207, 1292]
- serial-cell: ০২: [5, 560, 51, 734]
- plots-cell: ১, ৩, ৫, ৭, ৯, ১১, ১৩= সর্বমোট ০৭টি: [138, 631, 533, 649]
- serial-cell: ০৩: [5, 734, 51, 1052]
- erd-line-1: Government of the People's Republic of Bangladesh: [971, 1317, 1302, 1332]
- plots-cell: ১, ২, ৩, ৫, ৬, ৭, ৮, ৯, ১০, ১১, ১২, ১৩, ১৪= সর্বমোট ১২টি: [138, 363, 533, 381]
- jds-title-pre: Scholarship for study in Master's Program in: [781, 1428, 1186, 1450]
- university-cell: International University of Japan / Graduate School of International Relations (GSIR): [1006, 1836, 1454, 1871]
